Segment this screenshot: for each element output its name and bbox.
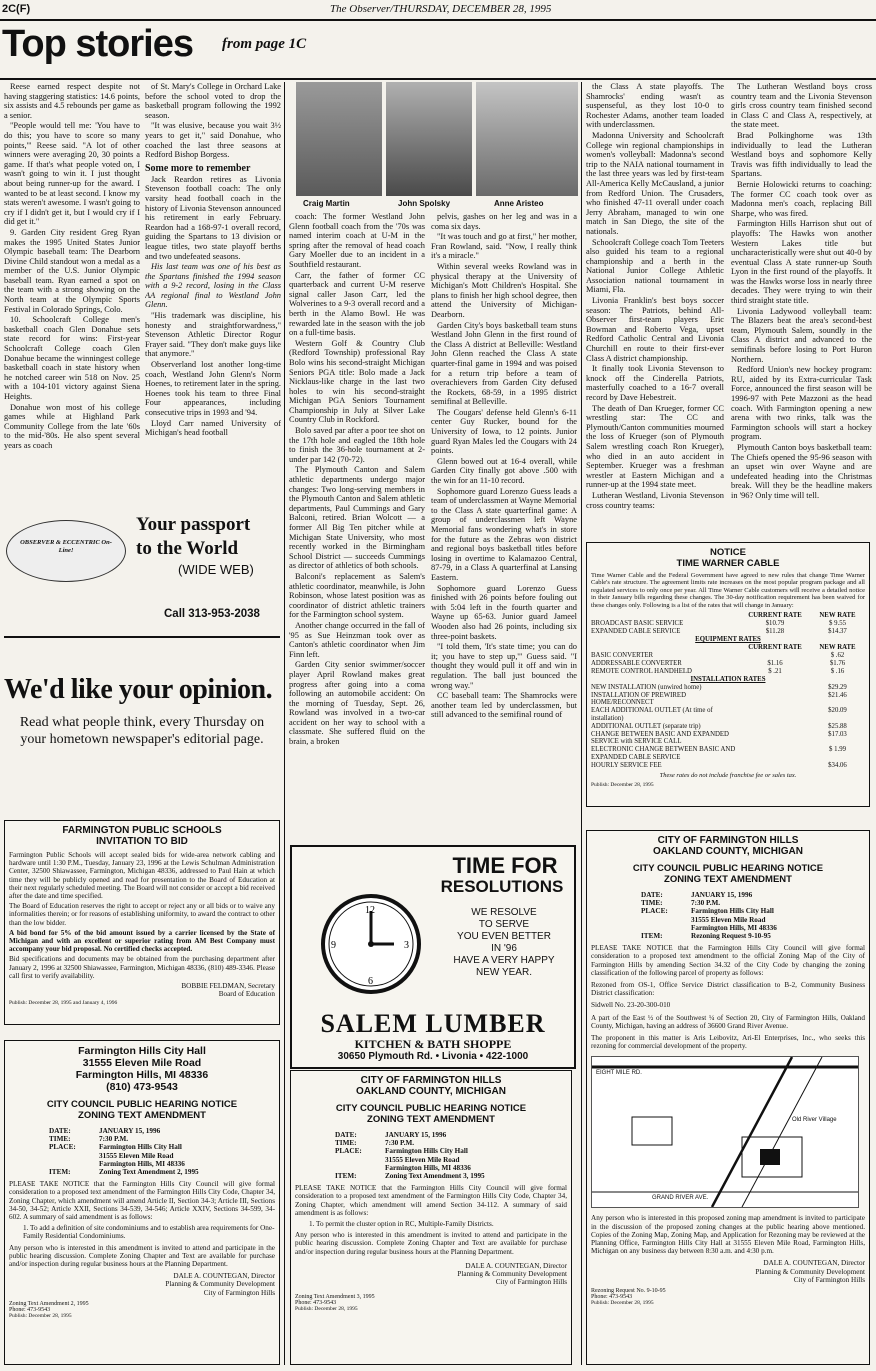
section-title: Top stories [2,23,193,65]
value: Farmington Hills City Hall [385,1147,468,1156]
photo-anne-aristeo [476,82,578,196]
notice-footer: Zoning Text Amendment 2, 1995 [9,1300,89,1307]
paragraph: "People would tell me: 'You have to do this; you have to score so many points,'" Reese said. "A lot of other winners were averaging 20, 30 points a game. If that's what people voted on, I wasn't going to win it. I just thought about being runner-up for the award. I wanted to be at least second. I know my stats weren't awesome. I wasn't going to cry if I didn't get it, but I would cry if I did get it." [4,121,140,227]
notice-paragraph: PLEASE TAKE NOTICE that the Farmington Hills City Council will give formal consideration to a proposed text amendment of the Farmington Hills City Code, Chapter 34, Zoning Chapter, which amendment will amend Article II, Section 34-3; Article III, Sections 34-50, 34-52; Article XXII, Sections 34-539, 34-546; Article XXIV, Sections 34-599, 34-602. A summary of said amendment is as follows: [9,1180,275,1222]
salem-sub: KITCHEN & BATH SHOPPE [354,1037,512,1051]
label: PLACE: [335,1147,362,1156]
current-rate [740,707,810,723]
label: ITEM: [335,1172,357,1181]
notice-paragraph: Time Warner Cable and the Federal Government have agreed to new rules that change Time Warner Cable's rate structure. The agreement limits rate increases on the most popular program package and all regulated services to only once per year. All Time Warner Cable customers will receive a detailed notice in their January bills regarding these changes. The 30-day notification requirement has been waived for these changes only. Following is a list of the rates that will change in January: [591,572,865,609]
photo-caption: Anne Aristeo [494,199,544,208]
paragraph: 9. Garden City resident Greg Ryan makes the 1995 United States Junior Olympic baseball team: The Dearborn Divine Child standout won a medal as a member of the U.S. Junior Olympic baseball team. Ryan earned a spot on the team with a strong showing on the North team at the Olympic Sports Festival in Colorado Springs, Colo. [4,227,140,314]
current-rate [740,731,810,747]
paragraph: Another change occurred in the fall of '95 as Sue Heinzman took over as Canton's athletic coordinator when Jim Finn left. [289,620,425,659]
notice-signature: DALE A. COUNTEGAN, Director [465,1261,567,1270]
publish-line: Publish: December 28, 1995 and January 4, 1996 [9,1000,118,1007]
rate-header [591,644,865,652]
photo-caption: Craig Martin [303,199,350,208]
paragraph: 10. Schoolcraft College men's basketball coach Glen Donahue sets state record for wins: First-year Schoolcraft College coach Glen Donahue became the winningest college basketball coach in state history when he notched career win 518 on Nov. 25 with a 104-101 victory against Siena Heights. [4,315,140,401]
salem-message-line: YOU EVEN BETTER [457,931,551,942]
story-column-6 [731,82,872,532]
zoning-notice-2 [4,1040,280,1365]
notice-signature: DALE A. COUNTEGAN, Director [173,1272,275,1281]
paragraph: pelvis, gashes on her leg and was in a coma six days. [431,212,577,231]
notice-subtitle: ZONING TEXT AMENDMENT [367,1114,495,1125]
current-rate [740,723,810,731]
rate-section-title: INSTALLATION RATES [690,675,766,683]
paragraph: Glenn bowed out at 16-4 overall, while Garden City finally got above .500 with the win for an 11-10 record. [431,456,577,486]
new-rate: $29.29 [828,683,847,691]
notice-paragraph: Rezoned from OS-1, Office Service District classification to B-2, Community Business District classification: [591,981,865,998]
notice-signature: BOBBIE FELDMAN, Secretary [181,982,275,991]
paragraph: The Lutheran Westland boys cross country team and the Livonia Stevenson girls cross country team finished second in Class C and Class A, respectively, at the state meet. [731,82,872,130]
location-map [591,1056,859,1208]
salem-message [438,907,570,979]
current-rate [740,746,810,762]
rate-row [591,731,865,747]
value: Rezoning Request 9-10-95 [691,932,771,941]
notice-footer: Zoning Text Amendment 3, 1995 [295,1294,375,1301]
current-rate-header: CURRENT RATE [748,612,802,620]
notice-paragraph: Any person who is interested in this amendment is invited to attend and participate in the public hearing discussion. Complete Zoning Chapter and Text are available for purchase and/or inspection during regular business hours at the Planning Department. [295,1231,567,1256]
header-rule [0,19,876,21]
passport-line3: (WIDE WEB) [178,562,254,577]
online-logo-text: OBSERVER & ECCENTRIC On-Line! [20,539,112,554]
new-rate: $ 9.55 [829,620,846,628]
salem-message-line: IN '96 [491,943,517,954]
svg-text:12: 12 [365,905,375,916]
paragraph: His last team was one of his best as the Spartans finished the 1994 season with a 9-2 record, losing in the Class AA regional final to Westland John Glenn. [145,262,281,310]
notice-title: CITY COUNCIL PUBLIC HEARING NOTICE [335,1103,527,1114]
notice-signature: City of Farmington Hills [203,1288,275,1297]
paragraph: "I told them, 'It's state time; you can do it; you have to step up,'" Guess said. "I thought they would pull it off and win in regulation. The ball just bounced the wrong way." [431,642,577,690]
notice-paragraph: Any person who is interested in this amendment is invited to attend and participate in the public hearing discussion. Complete Zoning Chapter and Text are available for purchase and/or inspection during regular business hours at the Planning Department. [9,1243,275,1269]
rate-name: REMOTE CONTROL HANDHELD [591,667,692,675]
rate-name: EACH ADDITIONAL OUTLET (At time of installation) [591,707,713,723]
opinion-body: Read what people think, every Thursday on your hometown newspaper's editorial page. [19,715,265,747]
paragraph: Observerland lost another long-time coach, Westland John Glenn's Norm Hoenes, to retirement later in the spring. Hoenes took his team to three Final Four appearances, including consecutive trips in 1993 and '94. [145,360,281,417]
value: Farmington Hills, MI 48336 [385,1163,471,1172]
current-rate: $ .21 [768,667,782,675]
current-rate [740,692,810,708]
notice-paragraph: 1. To add a definition of site condominiums and to establish area requirements for One-Family Residential Condominiums. [23,1224,275,1241]
hearing-details [641,891,865,940]
paragraph: Redford Union's new hockey program: RU, aided by its Extra-curricular Task Force, announced the first season will be 1996-97 with Pete Mazzoni as the head coach. With Farmington opening a new arena with two rinks, talk was the Farmington schools will start a hockey program. [731,365,872,442]
paragraph: Sophomore guard Lorenzo Guess finished with 26 points before fouling out with 5:04 left in the fourth quarter and Wayne up 65-63. Junior guard Jameel Wooden also had 26 points, including six three-point baskets. [431,583,577,641]
rate-row [591,746,865,762]
notice-signature: City of Farmington Hills [793,1275,865,1284]
new-rate: $34.06 [828,761,847,769]
paragraph: coach: The former Westland John Glenn football coach from the '70s was named interim coach at U-M in the spring after the removal of head coach Gary Moeller due to an incident in a Southfield restaurant. [289,212,425,269]
paragraph: Donahue won most of his college games while at Highland Park Community College from the late '60s to the mid-'80s. He also spent several years as coach [4,402,140,450]
paragraph: CC baseball team: The Shamrocks were another team led by underclassmen, but still advanced to the semifinal round of [431,691,577,720]
notice-paragraph: Bid specifications and documents may be obtained from the purchasing department after January 2, 1996 at 32500 Shiawassee, Farmington, Michigan 48336, (810) 489-3346. Please call first to verify availability. [9,955,275,980]
current-rate [740,684,810,692]
paragraph: of St. Mary's College in Orchard Lake before the school voted to drop the basketball program following the 1992 season. [145,82,281,120]
rate-header [591,612,865,620]
clock-icon [316,889,426,999]
notice-signature: Planning & Community Development [755,1267,865,1276]
notice-paragraph: PLEASE TAKE NOTICE that the Farmington Hills City Council will give formal consideration to a proposed text amendment to the official Zoning Map of the City of Farmington Hills by amending Section 34.32 of the City Code by changing the zoning classification of the following parcel of property as follows: [591,944,865,977]
notice-signature: City of Farmington Hills [495,1278,567,1287]
rate-section-title: EQUIPMENT RATES [695,635,761,643]
paragraph: Livonia Franklin's best boys soccer season: The Patriots, behind All-Observer first-team players Eric Bowman and Roberto Vega, upset Redford Catholic Central and Livonia Churchill en route to their first-ever Class A district championship. [586,296,724,363]
photo-john-spolsky [386,82,472,196]
notice-paragraph: A part of the East ½ of the Southwest ¼ of Section 20, City of Farmington Hills, Oakland County, Michigan, having an address of 36600 Grand River Avenue. [591,1013,865,1030]
rate-row [591,684,865,692]
map-label-road: EIGHT MILE RD. [596,1070,642,1077]
rate-table [591,620,865,636]
paragraph: Sophomore guard Lorenzo Guess leads a team of underclassmen at Wayne Memorial to the Class A state quarterfinal game: A group of underclassmen left Wayne Memorial fans wondering what's in store for the future as the Zebras won district and regional boys basketball titles before losing in overtime to Kalamazoo Central, 87-79, in a Class A quarterfinal at Lansing Eastern. [431,486,577,582]
new-rate: $ .16 [830,667,845,675]
map-label-place: Old River Village [792,1117,837,1124]
rate-row [591,620,865,628]
paragraph: "It was touch and go at first," her mother, Fran Rowland, said. "Now, I really think it's a miracle." [431,232,577,261]
new-rate: $25.88 [828,722,847,730]
notice-signature: Planning & Community Development [457,1270,567,1279]
current-rate [740,652,810,660]
passport-phone: Call 313-953-2038 [164,608,260,620]
time-warner-notice [586,542,870,807]
paragraph: the Class A state playoffs. The Shamrocks' ending wasn't as suspenseful, as they lost 10-0 to Rochester Adams, another team loaded with underclassmen. [586,82,724,130]
notice-footnote: These rates do not include franchise fee or sales tax. [659,771,797,779]
rezoning-notice [586,830,870,1365]
paragraph: Western Golf & Country Club (Redford Township) professional Ray Bolo wins his second-straight Michigan Seniors PGA title: Bolo made a Jack Nicklaus-like charge in the last two holes to win his second-straight Michigan PGA Seniors Tournament Championship in July at Silver Lake Country Club in Rockford. [289,338,425,425]
rate-name: BROADCAST BASIC SERVICE [591,620,684,628]
rate-name: BASIC CONVERTER [591,652,654,660]
paragraph: Livonia Ladywood volleyball team: The Blazers beat the area's second-best team, Plymouth Salem, soundly in the Class A district and advanced to the semifinals before losing to Port Huron Northern. [731,306,872,364]
label: TIME: [641,899,663,908]
current-rate: $1.16 [767,660,783,668]
paragraph: Madonna University and Schoolcraft College win regional championships in women's volleyball: Madonna's second trip to the NAIA national tournament in the last three years was led by first-team All-America Kelly McCausland, a junior from Redford Union. The Crusaders, who finished 47-11 overall under coach Jerry Abraham, managed to win one match in San Diego, the site of the nationals. [586,130,724,236]
paragraph: Schoolcraft College coach Tom Teeters also guided his team to a regional championship and a berth in the National Junior College Athletic Association national tournament in Miami, Fla. [586,237,724,295]
value: 31555 Eleven Mile Road [691,915,766,924]
column-rule [284,82,285,1365]
notice-paragraph: A bid bond for 5% of the bid amount issued by a carrier licensed by the State of Michigan and with an excellent or superior rating from AM Best Company must accompany your bid proposal. No certified checks accepted. [9,928,275,954]
paragraph: Reese earned respect despite not having staggering statistics: 14.6 points, six assists and 4.5 rebounds per game as a senior. [4,82,140,120]
paragraph: Garden City's boys basketball team stuns Westland John Glenn in the first round of the Class A district at Belleville: Westland John Glenn reached the Class A state quarter-final game in 1994 and was poised for a return trip before a team of overachievers from Garden City defused the Rockets, 68-59, in a 1995 district semifinal at Belleville. [431,320,577,407]
notice-paragraph: Any person who is interested in this proposed zoning map amendment is invited to participate in the discussion of the proposed zoning changes at the public hearing above mentioned. Copies of the Zoning Map, Zoning Map, and Application for Rezoning may be reviewed at the Planning Office, Farmington Hills City Hall at 31555 Eleven Mile Road, Farmington Hills, Michigan on any business day between 8:30 a.m. and 4:30 p.m. [591,1214,865,1256]
notice-signature: DALE A. COUNTEGAN, Director [763,1259,865,1268]
notice-subtitle: TIME WARNER CABLE [676,558,780,569]
new-rate: $14.37 [828,628,847,636]
value: Farmington Hills, MI 48336 [691,923,777,932]
notice-paragraph: Sidwell No. 23-20-300-010 [591,1001,671,1010]
paragraph: Lutheran Westland, Livonia Stevenson cross country teams: [586,490,724,510]
paragraph: Lloyd Carr named University of Michigan's head football [145,418,281,438]
notice-subtitle: ZONING TEXT AMENDMENT [78,1110,206,1121]
salem-address: 30650 Plymouth Rd. • Livonia • 422-1000 [337,1051,529,1062]
title-rule [0,78,876,80]
label: ITEM: [641,932,663,941]
rate-row [591,723,865,731]
new-rate: $1.76 [829,660,846,668]
divider [4,636,280,638]
notice-signature: Board of Education [218,990,275,999]
notice-paragraph: Farmington Public Schools will accept sealed bids for wide-area network cabling and hardware until 1:30 P.M., Tuesday, January 23, 1996 at the Lewis Schulman Administration Center, 32500 Shiawassee, Farmington, Michigan 48336, addressed to Paul Hain at which time they will be publicly opened and read for presentation to the Board of Education at their next regularly scheduled meeting. The Board will not consider or accept a bid received after the date and time specified. [9,851,275,901]
passport-line2: to the World [136,538,239,559]
rate-row [591,707,865,723]
salem-message-line: WE RESOLVE [471,907,537,918]
story-column-5 [586,82,724,532]
notice-paragraph: 1. To permit the cluster option in RC, Multiple-Family Districts. [309,1220,494,1229]
paragraph: Brad Polkinghorne was 13th individually to lead the Lutheran Westland boys and sophomore Kelly Travis was fifth individually to lead the Spartans. [731,130,872,179]
notice-footer: Rezoning Request No. 9-10-95 [591,1288,666,1295]
rate-name: HOURLY SERVICE FEE [591,761,662,769]
svg-text:3: 3 [404,940,409,951]
value: 7:30 P.M. [385,1139,415,1148]
paragraph: Balconi's replacement as Salem's athletic coordinator, meanwhile, is John Robinson, whose latest position was as coordinator of district athletic trainers for the Farmington school system. [289,571,425,620]
schools-bid-notice [4,820,280,1025]
opinion-headline: We'd like your opinion. [4,674,273,705]
paragraph: Jack Reardon retires as Livonia Stevenson football coach: The only varsity head football coach in the history of Livonia Stevenson announced his retirement in early February. Reardon had a 168-97-1 overall record, guiding the Spartans to 13 division or league titles, two state playoff berths and two undefeated seasons. [145,174,281,261]
passport-line1: Your passport [136,514,251,535]
rate-row [591,652,865,660]
current-rate: $11.28 [765,628,785,636]
label: DATE: [335,1131,357,1139]
rate-table [591,684,865,770]
value: JANUARY 15, 1996 [99,1127,161,1135]
paragraph: Farmington Hills Harrison shut out of playoffs: The Hawks won another Western Lakes title but uncharacteristically were shut out 40-0 by eventual Class A state runner-up South Lyon in the first round of the playoffs. It was the Hawks worse loss in nearly three decades. They were trying to win their third straight state title. [731,219,872,306]
new-rate-header: NEW RATE [819,644,856,652]
rate-name: CHANGE BETWEEN BASIC AND EXPANDED SERVICE with SERVICE CALL [591,730,729,746]
salem-lumber-ad [290,845,576,1069]
salem-name: SALEM LUMBER [320,1009,546,1038]
rate-table [591,652,865,675]
publish-line: Publish: December 28, 1995 [295,1306,358,1313]
story-column-1 [4,82,140,502]
label: DATE: [49,1127,71,1135]
current-rate: $10.79 [765,620,785,628]
paragraph: Within several weeks Rowland was in physical therapy at the University of Michigan's Mott Children's Hospital. She plans to finish her high school degree, then attend the University of Michigan-Dearborn. [431,261,577,319]
salem-message-line: TO SERVE [478,919,530,930]
label: ITEM: [49,1168,71,1177]
salem-message-line: HAVE A VERY HAPPY [453,955,555,966]
paragraph: Bolo saved par after a poor tee shot on the 17th hole and eagled the 18th hole to finish the 36-hole tournament at 2-under par 142 (70-72). [289,426,425,464]
online-logo [6,520,126,582]
photo-caption: John Spolsky [398,199,451,208]
opinion-ad [4,640,280,790]
svg-text:9: 9 [331,940,336,951]
hearing-details [49,1127,275,1176]
label: TIME: [49,1135,71,1144]
value: Farmington Hills, MI 48336 [99,1159,185,1168]
story-column-3 [289,212,425,840]
paragraph: "His trademark was discipline, his honesty and straightforwardness," Stevenson Athletic Director Rogur Frayer said. "They don't make guys like that anymore." [145,311,281,359]
address-line: Farmington Hills City Hall [78,1045,206,1057]
new-rate-header: NEW RATE [819,612,856,620]
map-label-road: GRAND RIVER AVE. [652,1195,709,1202]
new-rate: $ 1.99 [829,746,846,754]
value: 7:30 P.M. [691,899,721,908]
story-column-4 [431,212,577,840]
label: PLACE: [641,907,668,916]
value: 31555 Eleven Mile Road [385,1155,460,1164]
address-line: Farmington Hills, MI 48336 [75,1069,209,1081]
salem-message-line: NEW YEAR. [476,967,532,978]
rate-row [591,762,865,770]
paragraph: The Cougars' defense held Glenn's 6-11 center Guy Rucker, bound for the University of Iowa, to 12 points. Junior guard Ryan Males led the Cougars with 24 points. [431,407,577,456]
rate-name: NEW INSTALLATION (unwired home) [591,683,702,691]
hearing-details [335,1131,567,1180]
value: 7:30 P.M. [99,1135,129,1144]
photo-craig-martin [296,82,382,196]
rate-name: ELECTRONIC CHANGE BETWEEN BASIC AND EXPANDED CABLE SERVICE [591,746,736,761]
address-line: 31555 Eleven Mile Road [82,1057,202,1069]
passport-ad [4,508,280,628]
salem-headline-1: TIME FOR [452,853,558,878]
rate-row [591,692,865,708]
notice-paragraph: The proponent in this matter is Aris Leibovitz, Ari-El Enterprises, Inc., who seeks this rezoning for commercial development of the property. [591,1034,865,1051]
page-number: 2C(F) [2,3,31,15]
subhead: Some more to remember [145,162,251,174]
story-column-2 [145,82,281,502]
notice-title: NOTICE [710,547,746,558]
svg-text:6: 6 [368,976,373,987]
new-rate: $ .62 [830,652,845,660]
notice-signature: Planning & Community Development [165,1280,275,1289]
map-drawing [592,1057,858,1207]
notice-title: CITY COUNCIL PUBLIC HEARING NOTICE [632,863,824,874]
notice-title: OAKLAND COUNTY, MICHIGAN [653,846,803,857]
notice-title: OAKLAND COUNTY, MICHIGAN [356,1086,506,1097]
paragraph: Plymouth Canton boys basketball team: The Chiefs opened the 95-96 season with an upset win over Wayne and are undefeated heading into the Christmas break. Will they be the headline makers in '96? Only time will tell. [731,442,872,500]
salem-headline-2: RESOLUTIONS [440,877,564,896]
address-line: (810) 473-9543 [106,1081,178,1093]
paper-dateline: The Observer/THURSDAY, DECEMBER 28, 1995 [330,3,552,15]
label: PLACE: [49,1143,76,1152]
new-rate: $20.09 [828,707,847,715]
notice-title: CITY OF FARMINGTON HILLS [657,835,799,846]
paragraph: Garden City senior swimmer/soccer player April Rowland makes great progress after going into a coma following an automobile accident: On the morning of Tuesday, Sept. 26, Rowland was involved in a two-car accident on her way to school with a classmate. She suffered fluid on the brain, a broken [289,660,425,747]
paragraph: "It was elusive, because you wait 3½ years to get it," said Donahue, who coached the last three seasons at Redford Bishop Borgess. [145,121,281,160]
label: DATE: [641,891,663,899]
rate-row [591,668,865,676]
new-rate: $17.03 [828,730,847,738]
value: 31555 Eleven Mile Road [99,1151,174,1160]
new-rate: $21.46 [828,691,847,699]
value: Zoning Text Amendment 3, 1995 [385,1172,485,1181]
publish-line: Publish: December 28, 1995 [591,1300,654,1307]
notice-footer: Phone: 473-9543 [295,1300,337,1307]
current-rate [740,762,810,770]
notice-subtitle: ZONING TEXT AMENDMENT [664,874,792,885]
value: JANUARY 15, 1996 [691,891,753,899]
publish-line: Publish: December 28, 1995 [9,1312,72,1319]
rate-name: ADDITIONAL OUTLET (separate trip) [591,722,701,730]
publish-line: Publish: December 28, 1995 [591,781,654,788]
rate-name: ADDRESSABLE CONVERTER [591,660,682,668]
column-rule [581,82,582,1365]
paragraph: The Plymouth Canton and Salem athletic departments undergo major changes: Two long-serving members in the Plymouth Canton and Salem athletic departments, Paul Cummings and Gary Balconi, retired. Brian Wolcott — a former All Big Ten pitcher while at Michigan State University, who most recently worked in the Birmingham School District — succeeds Cummings as director of athletics of both schools. [289,465,425,571]
rate-name: EXPANDED CABLE SERVICE [591,628,681,636]
rate-row [591,628,865,636]
rate-row [591,660,865,668]
notice-paragraph: PLEASE TAKE NOTICE that the Farmington Hills City Council will give formal consideration to a proposed text amendment of the Farmington Hills City Code, Chapter 34, Zoning Chapter, which amendment will amend Section 34-112. A summary of said amendment is as follows: [295,1184,567,1217]
label: TIME: [335,1139,357,1148]
notice-footer: Phone: 473-9543 [591,1294,633,1301]
current-rate-header: CURRENT RATE [748,644,802,652]
value: JANUARY 15, 1996 [385,1131,447,1139]
paragraph: The death of Dan Krueger, former CC wrestling star: The CC and Plymouth/Canton communities mourned the loss of Krueger (son of Plymouth Salem wrestling coach Ron Krueger), who died in an auto accident in September. Krueger was a freshman wrestler at Eastern Michigan and a runner-up at the 1994 state meet. [586,403,724,490]
jump-line: from page 1C [222,36,307,52]
paragraph: It finally took Livonia Stevenson to knock off the Cinderella Patriots, masterfully coached to a 16-7 overall record by Dave Hebestreit. [586,364,724,402]
notice-title: CITY COUNCIL PUBLIC HEARING NOTICE [46,1099,238,1110]
value: Zoning Text Amendment 2, 1995 [99,1168,199,1177]
value: Farmington Hills City Hall [691,907,774,916]
notice-title: FARMINGTON PUBLIC SCHOOLS [62,825,222,836]
notice-footer: Phone: 473-9543 [9,1306,51,1313]
value: Farmington Hills City Hall [99,1143,182,1152]
rate-name: INSTALLATION OF PREWIRED HOME/RECONNECT [591,691,686,707]
notice-paragraph: The Board of Education reserves the right to accept or reject any or all bids or to waive any informalities therein; or for reasons of establishing uniformity, to award the contract to other than the low bidder. [9,902,275,927]
paragraph: Bernie Holowicki returns to coaching: The former CC coach took over as Madonna men's coach, replacing Bill Sharpe, who was fired. [731,179,872,218]
zoning-notice-3 [290,1070,572,1365]
notice-title: CITY OF FARMINGTON HILLS [360,1075,502,1086]
notice-subtitle: INVITATION TO BID [96,836,188,847]
paragraph: Carr, the father of former CC quarterback and current U-M reserve signal caller Jason Carr, led the Wolverines to a 9-3 overall record and a berth in the Alamo Bowl. He was rewarded late in the season with the job on a full-time basis. [289,270,425,338]
